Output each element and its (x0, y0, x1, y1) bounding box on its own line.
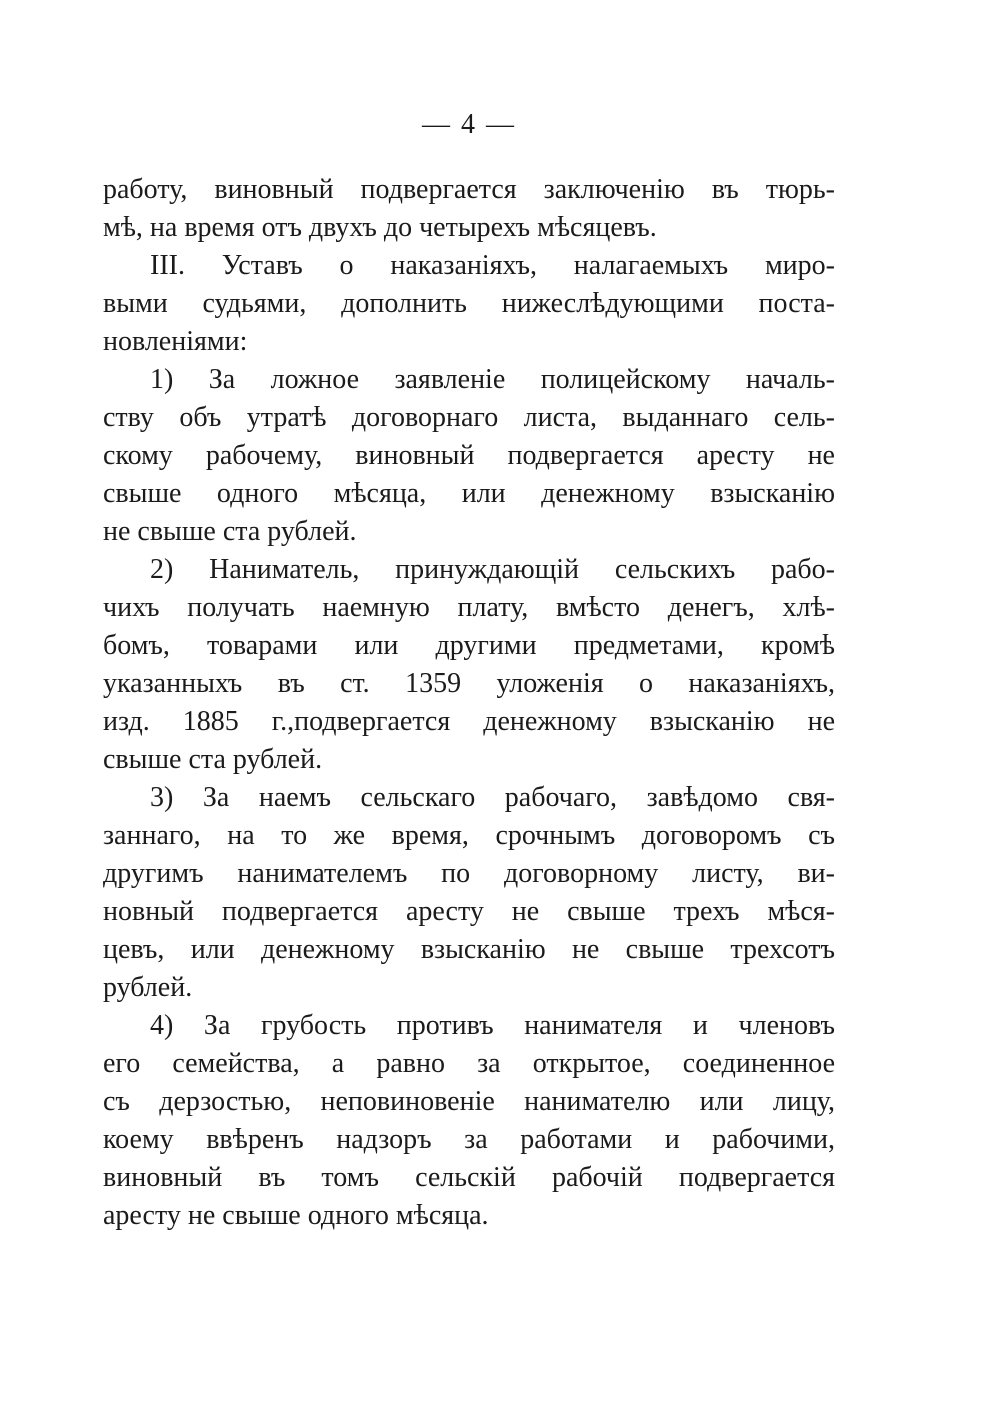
text-line: 4) За грубость противъ нанимателя и членовъ (150, 1010, 835, 1041)
text-line: мѣ, на время отъ двухъ до четырехъ мѣсяцевъ. (103, 212, 657, 243)
text-line: чихъ получать наемную плату, вмѣсто денегъ, хлѣ- (103, 592, 835, 623)
paragraph-section-iii (103, 247, 835, 361)
text-line: съ дерзостью, неповиновеніе нанимателю или лицу, (103, 1086, 835, 1117)
text-line: 1) За ложное заявленіе полицейскому началь- (150, 364, 835, 395)
paragraph-item-3 (103, 779, 835, 1007)
text-line: свыше ста рублей. (103, 744, 323, 775)
text-line: изд. 1885 г.,подвергается денежному взысканію не (103, 706, 835, 737)
text-line: другимъ нанимателемъ по договорному листу, ви- (103, 858, 835, 889)
text-line: виновный въ томъ сельскій рабочій подвергается (103, 1162, 835, 1193)
text-line: его семейства, а равно за открытое, соединенное (103, 1048, 835, 1079)
text-line: 3) За наемъ сельскаго рабочаго, завѣдомо свя- (150, 782, 835, 813)
text-line: свыше одного мѣсяца, или денежному взысканію (103, 478, 835, 509)
paragraph-continuation (103, 171, 835, 247)
text-line: скому рабочему, виновный подвергается аресту не (103, 440, 835, 471)
text-line: указанныхъ въ ст. 1359 уложенія о наказаніяхъ, (103, 668, 835, 699)
paragraph-item-2 (103, 551, 835, 779)
text-line: бомъ, товарами или другими предметами, кромѣ (103, 630, 835, 661)
text-line: ству объ утратѣ договорнаго листа, выданнаго сель- (103, 402, 835, 433)
text-line: новленіями: (103, 326, 248, 357)
text-line: 2) Наниматель, принуждающій сельскихъ рабо- (150, 554, 835, 585)
text-line: новный подвергается аресту не свыше трехъ мѣся- (103, 896, 835, 927)
text-line: не свыше ста рублей. (103, 516, 357, 547)
page-number: — 4 — (422, 109, 516, 140)
paragraph-item-1 (103, 361, 835, 551)
text-line: цевъ, или денежному взысканію не свыше трехсотъ (103, 934, 835, 965)
text-line: аресту не свыше одного мѣсяца. (103, 1200, 489, 1231)
text-line: коему ввѣренъ надзоръ за работами и рабочими, (103, 1124, 835, 1155)
paragraph-item-4 (103, 1007, 835, 1235)
text-line: работу, виновный подвергается заключенію въ тюрь- (103, 174, 835, 205)
text-line: заннаго, на то же время, срочнымъ договоромъ съ (103, 820, 835, 851)
text-line: рублей. (103, 972, 193, 1003)
text-line: III. Уставъ о наказаніяхъ, налагаемыхъ миро- (150, 250, 835, 281)
text-line: выми судьями, дополнить нижеслѣдующими поста- (103, 288, 835, 319)
body-text (103, 171, 835, 1235)
